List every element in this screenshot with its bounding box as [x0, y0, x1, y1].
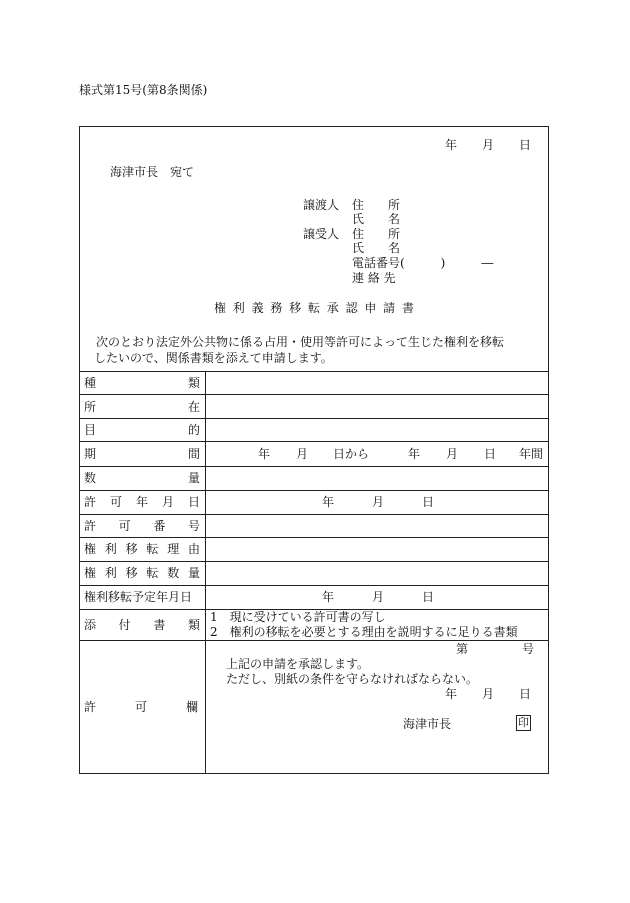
approval-mayor: 海津市長	[403, 717, 452, 731]
approval-line-1: 上記の申請を承認します。	[226, 657, 370, 671]
label-type: 種 類	[84, 376, 200, 390]
approval-number-suffix: 号	[522, 642, 535, 656]
label-purpose: 目 的	[84, 423, 200, 437]
period-year-1: 年	[258, 447, 271, 461]
period-day-2: 日	[484, 447, 497, 461]
label-period: 期 間	[84, 447, 200, 461]
transferee-label: 譲受人	[303, 227, 340, 241]
header-day: 日	[519, 138, 532, 152]
transferor-name-label: 氏 名	[352, 212, 401, 226]
period-month-2: 月	[446, 447, 459, 461]
contact-label: 連 絡 先	[352, 271, 396, 285]
label-quantity: 数 量	[84, 471, 200, 485]
attachment-item-1: 1 現に受けている許可書の写し	[210, 610, 386, 624]
label-attachments: 添 付 書 類	[84, 618, 200, 632]
transfer-date-year: 年	[322, 590, 335, 604]
document-title: 権 利 義 務 移 転 承 認 申 請 書	[214, 301, 414, 315]
transferee-address-label: 住 所	[352, 227, 401, 241]
label-permit-date: 許 可 年 月 日	[84, 495, 200, 509]
label-location: 所 在	[84, 400, 200, 414]
label-transfer-date: 権利移転予定年月日	[84, 590, 193, 604]
attachment-item-2: 2 権利の移転を必要とする理由を説明するに足りる書類	[210, 625, 518, 639]
period-years-suffix: 年間	[519, 447, 544, 461]
transferor-label: 譲渡人	[303, 198, 340, 212]
period-day-from: 日から	[333, 447, 370, 461]
approval-day: 日	[519, 687, 532, 701]
permit-date-day: 日	[422, 495, 435, 509]
transfer-date-month: 月	[372, 590, 385, 604]
permit-date-month: 月	[372, 495, 385, 509]
transferor-address-label: 住 所	[352, 198, 401, 212]
label-approval: 許 可 欄	[84, 700, 198, 714]
transfer-date-day: 日	[422, 590, 435, 604]
period-year-2: 年	[408, 447, 421, 461]
approval-year: 年	[445, 687, 458, 701]
header-year: 年	[445, 138, 458, 152]
transferee-name-label: 氏 名	[352, 241, 401, 255]
label-transfer-reason: 権 利 移 転 理 由	[84, 542, 200, 556]
addressee: 海津市長 宛て	[110, 165, 195, 179]
intro-paragraph	[96, 334, 546, 366]
approval-line-2: ただし、別紙の条件を守らなければならない。	[226, 672, 479, 686]
label-transfer-quantity: 権 利 移 転 数 量	[84, 566, 200, 580]
intro-line-2: したいので、関係書類を添えて申請します。	[94, 351, 333, 365]
approval-number-prefix: 第	[456, 642, 469, 656]
label-permit-number: 許 可 番 号	[84, 519, 200, 533]
phone-label: 電話番号( ) ―	[352, 256, 494, 270]
form-number-title: 様式第15号(第8条関係)	[79, 83, 208, 97]
period-month-1: 月	[296, 447, 309, 461]
permit-date-year: 年	[322, 495, 335, 509]
header-month: 月	[482, 138, 495, 152]
intro-line-1: 次のとおり法定外公共物に係る占用・使用等許可によって生じた権利を移転	[96, 335, 505, 349]
seal-mark: 印	[518, 716, 529, 729]
approval-month: 月	[482, 687, 495, 701]
